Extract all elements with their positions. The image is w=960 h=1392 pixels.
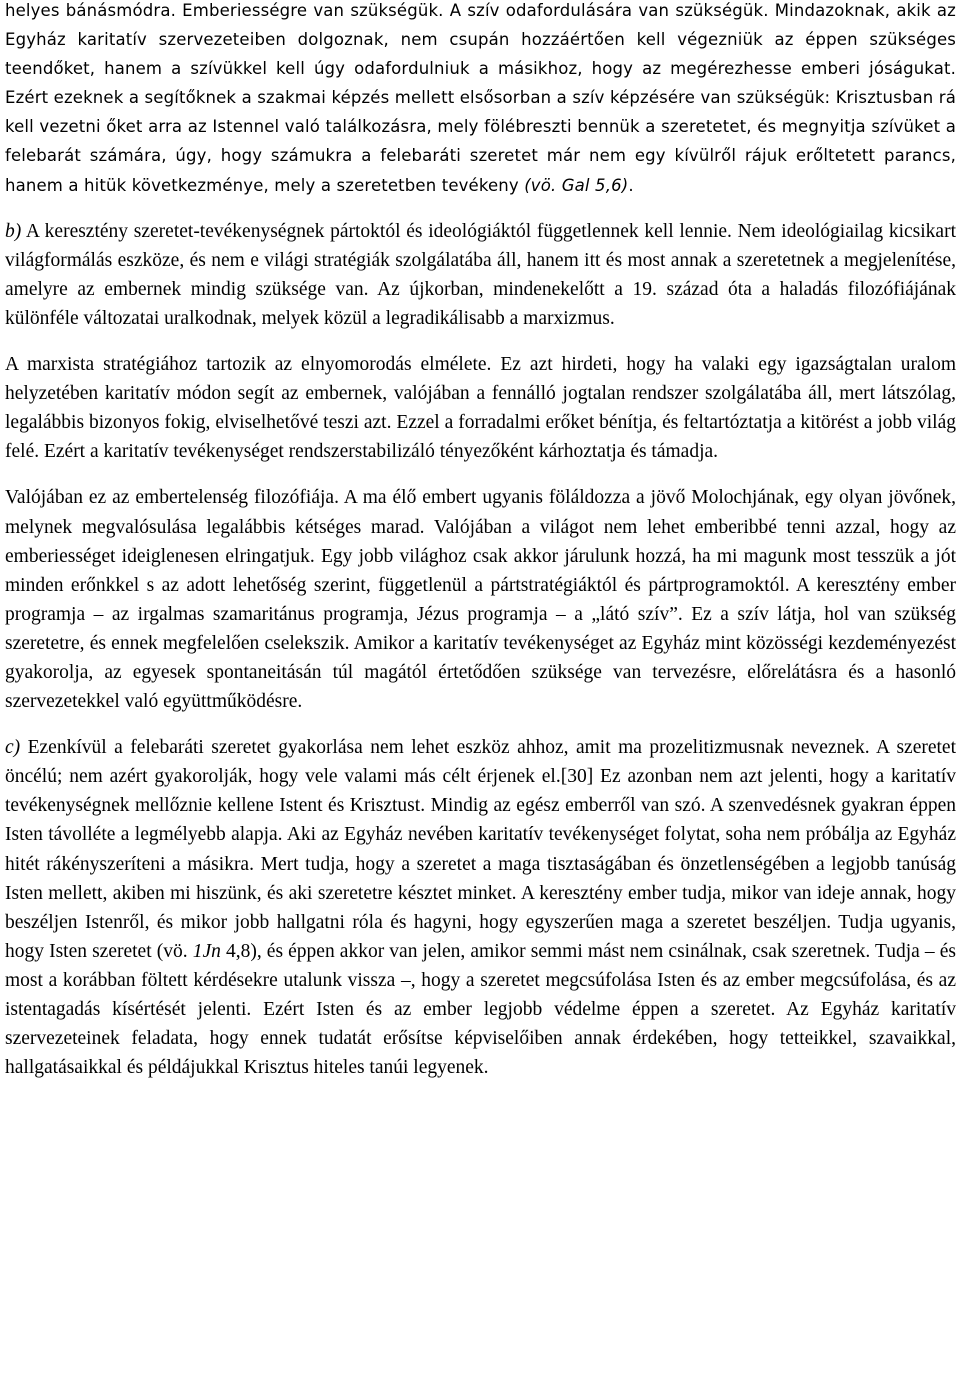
paragraph-2-body: Nem ideológiailag kicsikart világformálás eszköze, és nem e világi stratégiák szolgálatába áll, hanem itt és most annak a szeretetnek a megjelenítése, amelyre az embernek mindig szüksége van. Az újkorban, mindenekelőtt a 19. század óta a haladás filozófiájának különféle változatai uralkodnak, melyek közül a legradikálisabb a marxizmus. bbox=[5, 220, 956, 329]
list-marker-c: c) bbox=[5, 737, 21, 759]
paragraph-1-end: . bbox=[628, 175, 634, 195]
paragraph-2 bbox=[5, 217, 956, 333]
paragraph-3 bbox=[5, 350, 956, 466]
paragraph-4 bbox=[5, 483, 956, 716]
paragraph-3-body: A marxista stratégiához tartozik az elnyomorodás elmélete. Ez azt hirdeti, hogy ha valaki egy igazságtalan uralom helyzetében karitatív módon segít az embernek, valójában a fennálló jogtalan rendszer szolgálatába áll, mert látszólag, legalábbis bizonyos fokig, elviselhetővé teszi azt. Ezzel a forradalmi erőket bénítja, és feltartóztatja a kitörést a jobb világ felé. Ezért a karitatív tevékenységet rendszerstabilizáló tényezőként kárhoztatja és támadja. bbox=[5, 354, 956, 463]
paragraph-5-body: Ezenkívül a felebaráti szeretet gyakorlása nem lehet eszköz ahhoz, amit ma prozelitizmusnak neveznek. A szeretet öncélú; nem azért gyakorolják, hogy vele valami más célt érjenek el.[30] Ez azonban nem azt jelenti, hogy a karitatív tevékenységnek mellőznie kellene Istent és Krisztust. Mindig az egész emberről van szó. A szenvedésnek gyakran éppen Isten távolléte a legmélyebb alapja. Aki az Egyház nevében karitatív tevékenységet folytat, soha nem próbálja az Egyház hitét rákényszeríteni a másikra. Mert tudja, hogy a szeretet a maga tisztaságában és önzetlenségében a legjobb tanúság Isten mellett, akiben mi hiszünk, és aki szeretetre késztet minket. A keresztény ember tudja, mikor van ideje annak, hogy beszéljen Istenről, és mikor jobb hallgatni róla és hagyni, hogy egyszerűen maga a szeretet beszéljen. Tudja ugyanis, hogy Isten szeretet (vö. bbox=[5, 737, 956, 962]
document-page bbox=[5, 0, 956, 1082]
list-marker-b: b) bbox=[5, 220, 22, 242]
paragraph-1-sans-text-cont: Ezért ezeknek a segítőknek a szakmai képzés mellett elsősorban a szív képzésére van szükségük: Krisztusban rá kell vezetni őket arra az Istennel való találkozásra, mely fölébreszti bennük a szeretetet, és megnyitja szívüket a felebarát számára, úgy, hogy számukra a felebaráti szeretet már nem egy kívülről rájuk erőltetett parancs, hanem a hitük következménye, mely a szeretetben tevékeny bbox=[5, 88, 956, 195]
paragraph-5-reference: 1Jn bbox=[192, 940, 221, 962]
paragraph-1 bbox=[5, 0, 956, 200]
paragraph-5-body-cont: 4,8), és éppen akkor van jelen, amikor semmi mást nem csinálnak, csak szeretnek. Tudja – és most a korábban föltett kérdésekre utalunk vissza –, hogy a szeretet megcsúfolása Isten és az ember megcsúfolása, és az istentagadás kísértését jelenti. Ezért Isten és az ember legjobb védelme éppen a szeretet. Az Egyház karitatív szervezeteinek feladata, hogy ennek tudatát erősítse képviselőiben annak érdekében, hogy tetteikkel, szavaikkal, hallgatásaikkal és példájukkal Krisztus hiteles tanúi legyenek. bbox=[5, 940, 956, 1079]
paragraph-2-lead: A keresztény szeretet-tevékenységnek pártoktól és ideológiáktól függetlennek kell lennie. bbox=[21, 220, 732, 242]
paragraph-4-body: Valójában ez az embertelenség filozófiája. A ma élő embert ugyanis föláldozza a jövő Molochjának, egy olyan jövőnek, melynek megvalósulása legalábbis kétséges marad. Valójában a világot nem lehet emberibbé tenni azzal, hogy az emberiességet ideiglenesen elringatjuk. Egy jobb világhoz csak akkor járulunk hozzá, ha mi magunk most tesszük a jót minden erőnkkel s az adott lehetőség szerint, függetlenül a pártstratégiáktól és pártprogramoktól. A keresztény ember programja – az irgalmas szamaritánus programja, Jézus programja – a „látó szív”. Ez a szív látja, hol van szükség szeretetre, és ennek megfelelően cselekszik. Amikor a karitatív tevékenységet az Egyház mint közösségi kezdeményezést gyakorolja, az egyesek spontaneitásán túl magától értetődően szüksége van tervezésre, előrelátásra és a hasonló szervezetekkel való együttműködésre. bbox=[5, 487, 956, 713]
paragraph-5 bbox=[5, 733, 956, 1082]
paragraph-1-sans-text: helyes bánásmódra. Emberiességre van szükségük. A szív odafordulására van szükségük. Mindazoknak, akik az Egyház karitatív szervezeteiben dolgoznak, nem csupán hozzáértően kell végezniük az éppen szükséges teendőket, hanem a szívükkel kell úgy odafordulniuk a másikhoz, hogy az megérezhesse emberi jóságukat. bbox=[5, 1, 956, 79]
paragraph-1-reference: (vö. Gal 5,6) bbox=[524, 175, 629, 195]
